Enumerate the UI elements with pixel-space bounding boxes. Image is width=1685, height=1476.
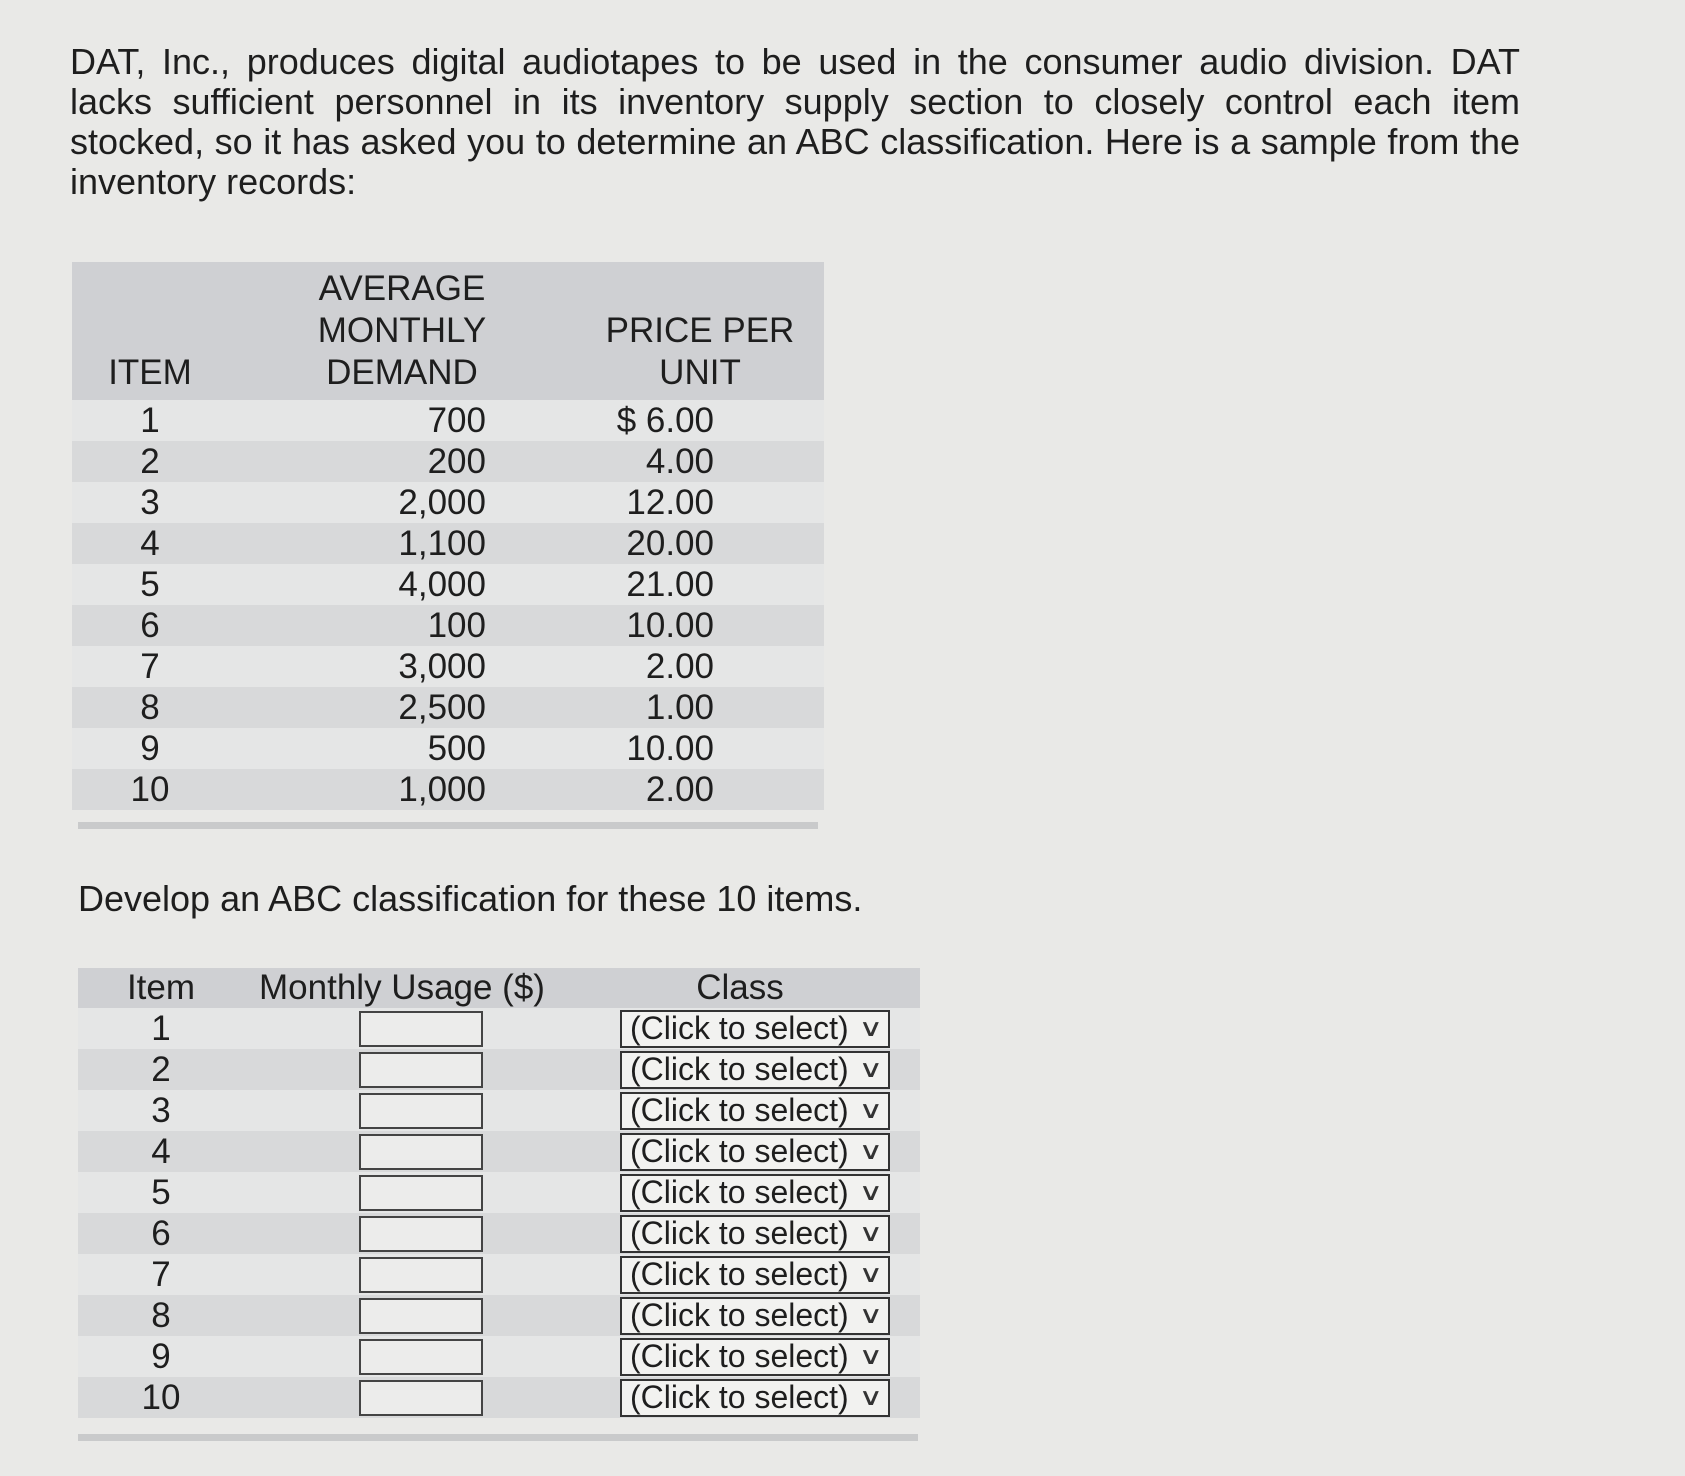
item-cell: 9 (72, 728, 228, 769)
table-row (78, 1131, 920, 1172)
class-select-value: (Click to select) (630, 1256, 849, 1292)
class-cell (560, 1213, 920, 1254)
class-cell (560, 1336, 920, 1377)
table-row (78, 1254, 920, 1295)
table-row (72, 687, 824, 728)
usage-cell (244, 1172, 560, 1213)
item-cell: 7 (78, 1254, 244, 1295)
chevron-down-icon: ∨ (858, 1015, 884, 1042)
price-cell: 1.00 (576, 687, 824, 728)
table-bottom-rule (78, 1434, 918, 1441)
header-monthly-usage: Monthly Usage ($) (244, 968, 560, 1008)
price-cell: 20.00 (576, 523, 824, 564)
item-cell: 1 (72, 400, 228, 441)
abc-header-row (78, 968, 920, 1008)
chevron-down-icon: ∨ (858, 1056, 884, 1083)
class-select-value: (Click to select) (630, 1297, 849, 1333)
price-cell: 2.00 (576, 769, 824, 810)
price-cell: 10.00 (576, 728, 824, 769)
item-cell: 8 (78, 1295, 244, 1336)
chevron-down-icon: ∨ (858, 1384, 884, 1411)
price-cell: 12.00 (576, 482, 824, 523)
class-cell (560, 1377, 920, 1418)
inventory-body (72, 400, 824, 810)
table-row (72, 605, 824, 646)
item-cell: 10 (72, 769, 228, 810)
usage-cell (244, 1131, 560, 1172)
header-demand-line3: DEMAND (326, 353, 478, 392)
class-cell (560, 1295, 920, 1336)
class-cell (560, 1008, 920, 1049)
table-row (72, 482, 824, 523)
class-cell (560, 1172, 920, 1213)
demand-cell: 3,000 (228, 646, 576, 687)
problem-statement: DAT, Inc., produces digital audiotapes to be used in the consumer audio division. DAT lacks sufficient personnel in its inventory supply section to closely control each item stocked, so it has asked you to determine an ABC classification. Here is a sample from the inventory records: (70, 41, 1520, 202)
item-cell: 6 (72, 605, 228, 646)
class-select-value: (Click to select) (630, 1010, 849, 1046)
monthly-usage-input[interactable] (359, 1093, 483, 1129)
class-cell (560, 1049, 920, 1090)
demand-cell: 4,000 (228, 564, 576, 605)
price-cell: 2.00 (576, 646, 824, 687)
usage-cell (244, 1049, 560, 1090)
class-cell (560, 1131, 920, 1172)
class-select-value: (Click to select) (630, 1215, 849, 1251)
usage-cell (244, 1336, 560, 1377)
header-item: ITEM (72, 262, 228, 400)
usage-cell (244, 1377, 560, 1418)
item-cell: 3 (72, 482, 228, 523)
abc-body (78, 1008, 920, 1418)
monthly-usage-input[interactable] (359, 1339, 483, 1375)
item-cell: 4 (72, 523, 228, 564)
chevron-down-icon: ∨ (858, 1138, 884, 1165)
class-select-value: (Click to select) (630, 1338, 849, 1374)
price-cell: 4.00 (576, 441, 824, 482)
class-select[interactable] (620, 1215, 890, 1253)
class-select-value: (Click to select) (630, 1051, 849, 1087)
usage-cell (244, 1254, 560, 1295)
demand-cell: 100 (228, 605, 576, 646)
demand-cell: 1,100 (228, 523, 576, 564)
table-row (72, 769, 824, 810)
class-select[interactable] (620, 1338, 890, 1376)
class-select-value: (Click to select) (630, 1092, 849, 1128)
table-bottom-rule (78, 822, 818, 829)
price-cell: 10.00 (576, 605, 824, 646)
inventory-header-row (72, 262, 824, 400)
item-cell: 7 (72, 646, 228, 687)
table-row (72, 400, 824, 441)
table-row (72, 564, 824, 605)
item-cell: 2 (78, 1049, 244, 1090)
header-average-monthly-demand (228, 262, 576, 400)
price-cell: 21.00 (576, 564, 824, 605)
chevron-down-icon: ∨ (858, 1097, 884, 1124)
class-select-value: (Click to select) (630, 1379, 849, 1415)
chevron-down-icon: ∨ (858, 1220, 884, 1247)
usage-cell (244, 1090, 560, 1131)
table-row (78, 1377, 920, 1418)
demand-cell: 2,000 (228, 482, 576, 523)
monthly-usage-input[interactable] (359, 1298, 483, 1334)
demand-cell: 200 (228, 441, 576, 482)
monthly-usage-input[interactable] (359, 1175, 483, 1211)
chevron-down-icon: ∨ (858, 1261, 884, 1288)
class-select-value: (Click to select) (630, 1174, 849, 1210)
class-select[interactable] (620, 1297, 890, 1335)
monthly-usage-input[interactable] (359, 1257, 483, 1293)
abc-classification-table (78, 968, 920, 1418)
table-row (78, 1336, 920, 1377)
class-cell (560, 1254, 920, 1295)
item-cell: 6 (78, 1213, 244, 1254)
class-select[interactable] (620, 1051, 890, 1089)
monthly-usage-input[interactable] (359, 1134, 483, 1170)
table-row (78, 1049, 920, 1090)
chevron-down-icon: ∨ (858, 1343, 884, 1370)
header-class: Class (560, 968, 920, 1008)
table-row (78, 1090, 920, 1131)
class-select[interactable] (620, 1256, 890, 1294)
chevron-down-icon: ∨ (858, 1302, 884, 1329)
class-select[interactable] (620, 1133, 890, 1171)
table-row (78, 1172, 920, 1213)
table-row (72, 523, 824, 564)
class-select[interactable] (620, 1174, 890, 1212)
class-select[interactable] (620, 1010, 890, 1048)
table-row (78, 1008, 920, 1049)
table-row (78, 1213, 920, 1254)
header-item: Item (78, 968, 244, 1008)
monthly-usage-input[interactable] (359, 1216, 483, 1252)
item-cell: 3 (78, 1090, 244, 1131)
header-demand-line2: MONTHLY (317, 311, 487, 350)
usage-cell (244, 1008, 560, 1049)
header-price-per-unit: PRICE PER UNIT (576, 262, 824, 400)
item-cell: 5 (72, 564, 228, 605)
item-cell: 2 (72, 441, 228, 482)
demand-cell: 1,000 (228, 769, 576, 810)
header-demand-line1: AVERAGE (318, 269, 486, 308)
inventory-table (72, 262, 824, 810)
monthly-usage-input[interactable] (359, 1380, 483, 1416)
class-cell (560, 1090, 920, 1131)
usage-cell (244, 1295, 560, 1336)
class-select-value: (Click to select) (630, 1133, 849, 1169)
class-select[interactable] (620, 1379, 890, 1417)
usage-cell (244, 1213, 560, 1254)
item-cell: 8 (72, 687, 228, 728)
demand-cell: 500 (228, 728, 576, 769)
price-cell: $ 6.00 (576, 400, 824, 441)
demand-cell: 2,500 (228, 687, 576, 728)
table-row (78, 1295, 920, 1336)
monthly-usage-input[interactable] (359, 1011, 483, 1047)
demand-cell: 700 (228, 400, 576, 441)
table-row (72, 646, 824, 687)
item-cell: 4 (78, 1131, 244, 1172)
task-prompt: Develop an ABC classification for these 10 items. (78, 878, 863, 919)
class-select[interactable] (620, 1092, 890, 1130)
table-row (72, 728, 824, 769)
item-cell: 5 (78, 1172, 244, 1213)
chevron-down-icon: ∨ (858, 1179, 884, 1206)
table-row (72, 441, 824, 482)
item-cell: 9 (78, 1336, 244, 1377)
item-cell: 10 (78, 1377, 244, 1418)
item-cell: 1 (78, 1008, 244, 1049)
monthly-usage-input[interactable] (359, 1052, 483, 1088)
